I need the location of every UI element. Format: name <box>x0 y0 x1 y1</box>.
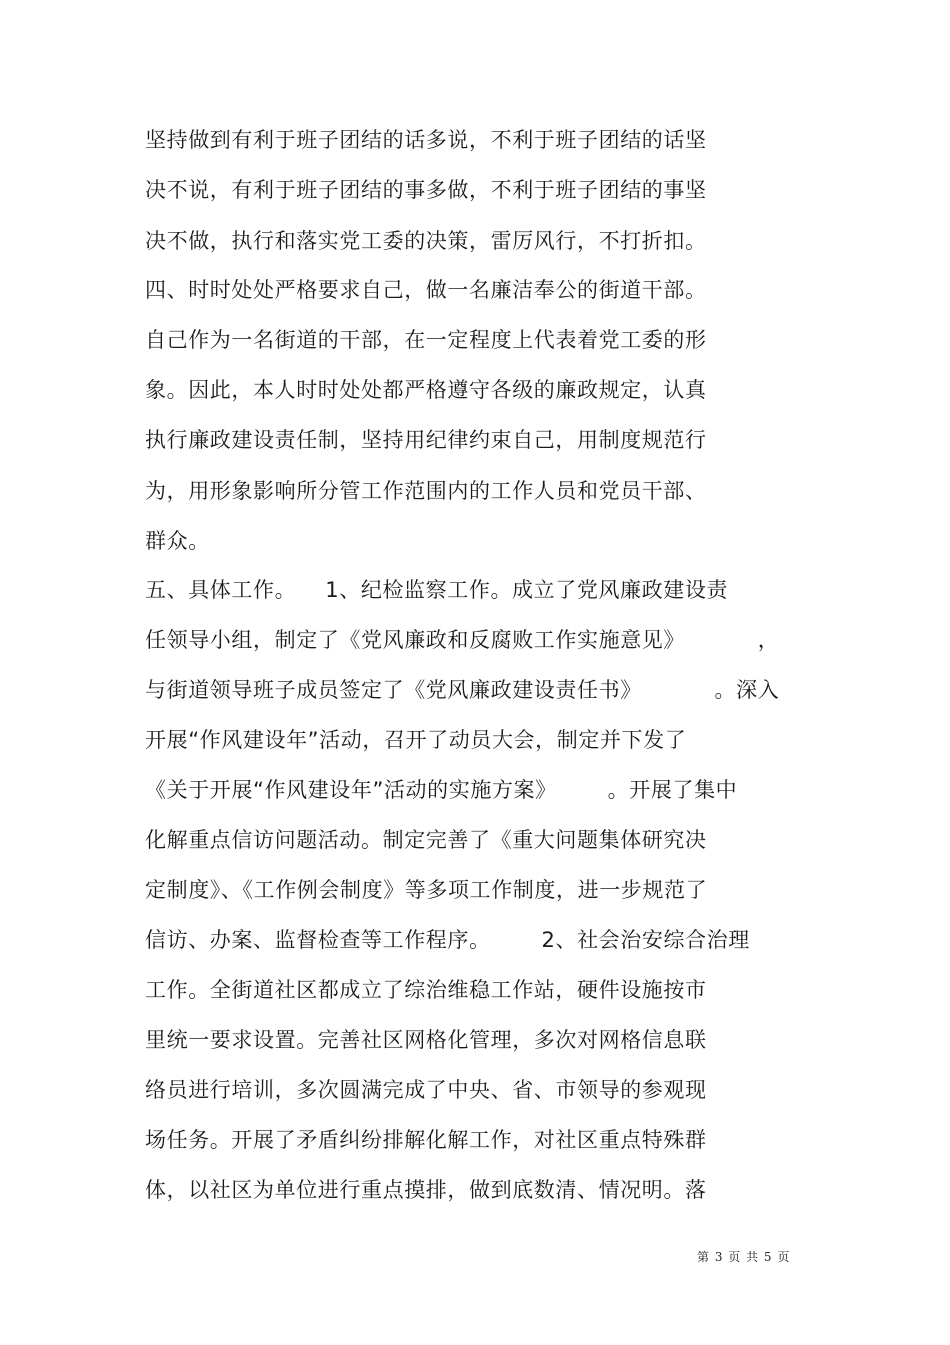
text-line: 信访、办案、监督检查等工作程序。 2、社会治安综合治理 <box>145 928 750 952</box>
text-line: 决不做，执行和落实党工委的决策，雷厉风行，不打折扣。 <box>145 229 707 253</box>
text-line: 开展“作风建设年”活动，召开了动员大会，制定并下发了 <box>145 728 687 752</box>
text-line: 群众。 <box>145 529 210 553</box>
text-line: 坚持做到有利于班子团结的话多说，不利于班子团结的话坚 <box>145 128 707 152</box>
text-line: 任领导小组，制定了《党风廉政和反腐败工作实施意见》 ， <box>145 628 780 652</box>
text-line: 决不说，有利于班子团结的事多做，不利于班子团结的事坚 <box>145 178 707 202</box>
text-line: 里统一要求设置。完善社区网格化管理，多次对网格信息联 <box>145 1028 707 1052</box>
text-line: 化解重点信访问题活动。制定完善了《重大问题集体研究决 <box>145 828 707 852</box>
text-line: 为，用形象影响所分管工作范围内的工作人员和党员干部、 <box>145 479 707 503</box>
text-line: 定制度》、《工作例会制度》等多项工作制度，进一步规范了 <box>145 878 708 902</box>
text-line: 与街道领导班子成员签定了《党风廉政建设责任书》 。深入 <box>145 678 780 702</box>
page-number: 第 3 页 共 5 页 <box>697 1250 791 1264</box>
text-line: 《关于开展“作风建设年”活动的实施方案》 。开展了集中 <box>145 778 738 802</box>
text-line: 象。因此，本人时时处处都严格遵守各级的廉政规定，认真 <box>145 378 707 402</box>
text-line: 自己作为一名街道的干部，在一定程度上代表着党工委的形 <box>145 328 707 352</box>
text-line: 络员进行培训，多次圆满完成了中央、省、市领导的参观现 <box>145 1078 707 1102</box>
text-line: 体，以社区为单位进行重点摸排，做到底数清、情况明。落 <box>145 1178 707 1202</box>
text-line: 工作。全街道社区都成立了综治维稳工作站，硬件设施按市 <box>145 978 707 1002</box>
text-line: 执行廉政建设责任制，坚持用纪律约束自己，用制度规范行 <box>145 428 707 452</box>
text-line: 场任务。开展了矛盾纠纷排解化解工作，对社区重点特殊群 <box>145 1128 707 1152</box>
section-heading: 四、时时处处严格要求自己，做一名廉洁奉公的街道干部。 <box>145 278 707 302</box>
section-heading: 五、具体工作。 1、纪检监察工作。成立了党风廉政建设责 <box>145 578 729 602</box>
